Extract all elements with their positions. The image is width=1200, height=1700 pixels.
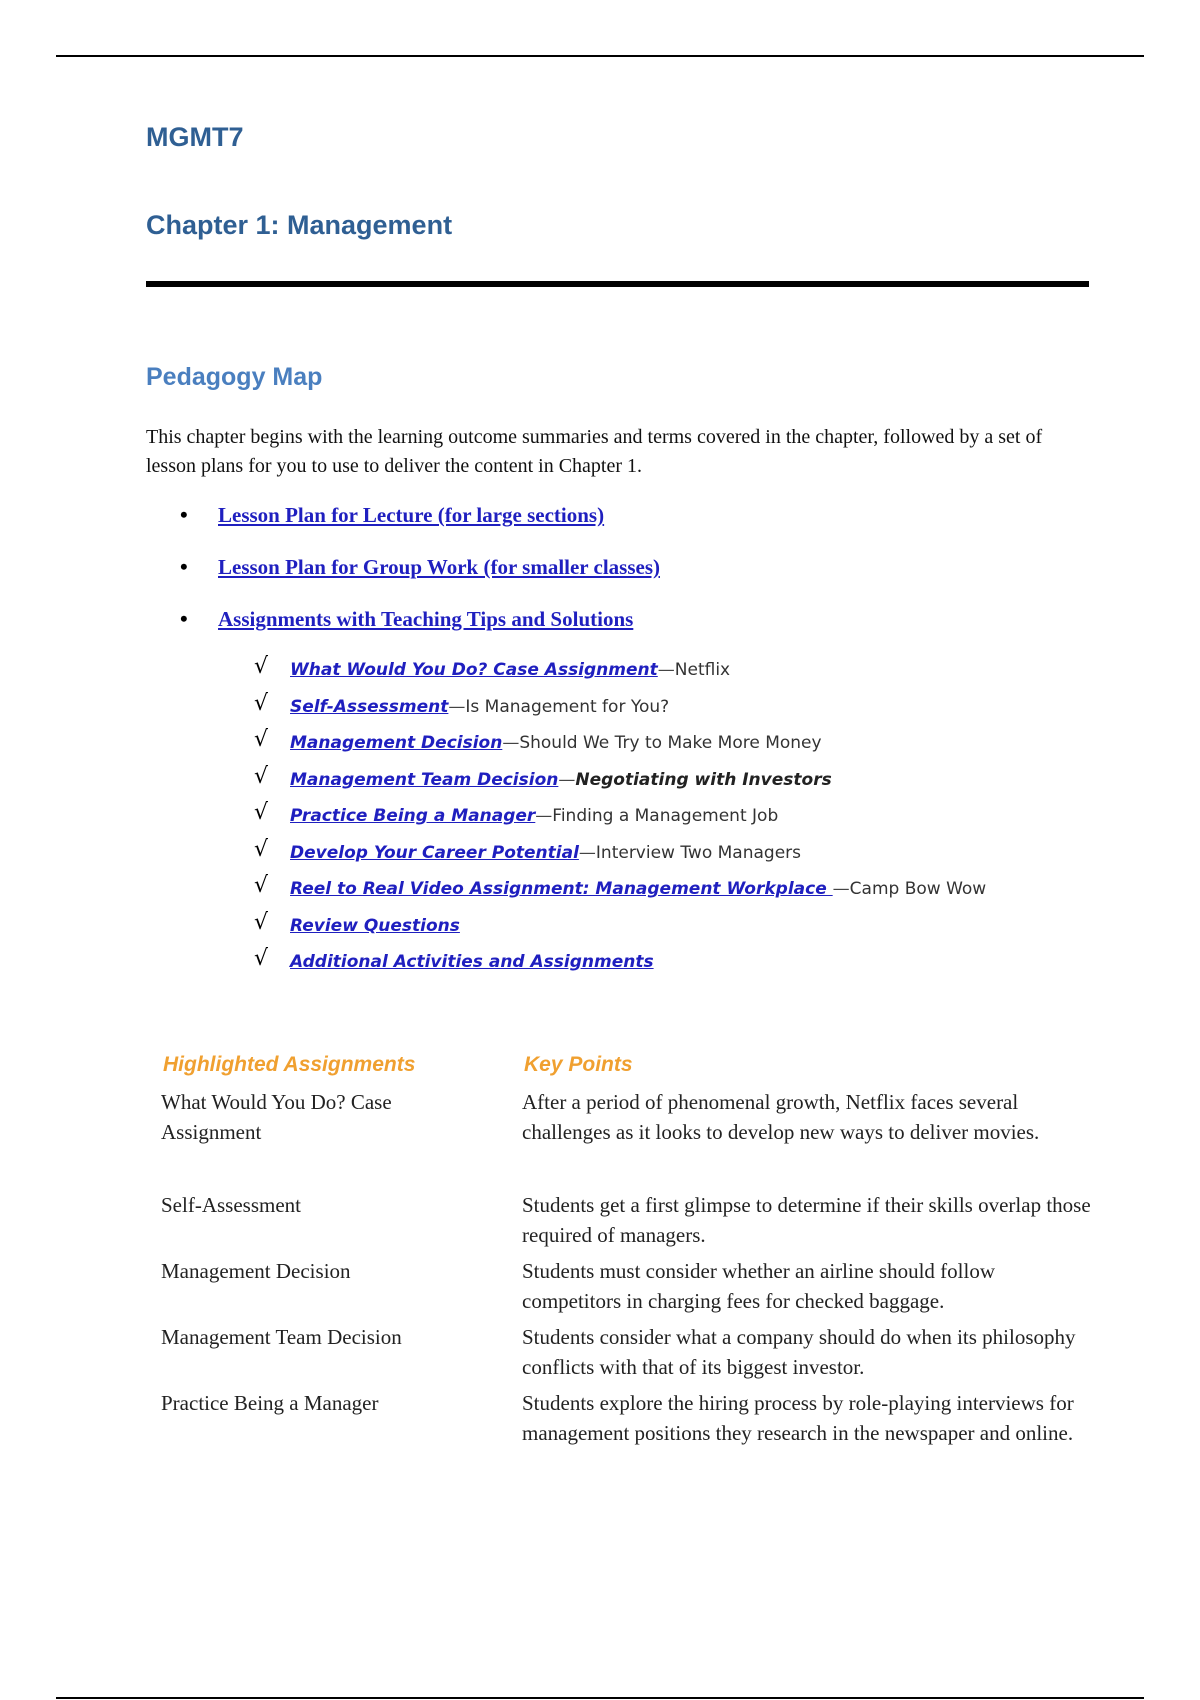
pedagogy-intro-paragraph: This chapter begins with the learning outcome summaries and terms covered in the chapter, followed by a set of lesson plans for you to use to deliver the content in Chapter 1. (146, 426, 1043, 477)
chapter-title: Chapter 1: Management (146, 210, 453, 240)
assignment-cell: Management Team Decision (161, 1325, 402, 1349)
dash-separator: — (578, 842, 596, 863)
checkmark-icon: √ (254, 800, 269, 825)
assignment-cell: What Would You Do? Case Assignment (161, 1090, 392, 1144)
assignments-link[interactable]: Assignments with Teaching Tips and Solutions (218, 607, 634, 631)
lecture-lesson-plan-link[interactable]: Lesson Plan for Lecture (for large sections) (218, 503, 605, 527)
key-points-header: Key Points (524, 1053, 633, 1076)
dash-separator: — (448, 696, 466, 717)
bullet-icon: • (180, 606, 188, 631)
checkmark-icon: √ (254, 836, 269, 862)
checkmark-icon: √ (254, 946, 269, 971)
dash-separator: — (657, 660, 675, 680)
checkmark-icon: √ (254, 690, 269, 716)
dash-separator: — (535, 806, 553, 826)
dash-separator: — (558, 769, 576, 790)
checkmark-icon: √ (254, 727, 269, 752)
group-work-lesson-plan-link[interactable]: Lesson Plan for Group Work (for smaller classes) (218, 555, 660, 579)
checkmark-icon: √ (254, 909, 269, 935)
link-suffix: Netflix (674, 660, 731, 680)
practice-being-manager-link[interactable]: Practice Being a Manager (290, 806, 536, 826)
video-assignment-link[interactable]: Reel to Real Video Assignment: Management Workplace (290, 879, 833, 899)
key-point-cell: After a period of phenomenal growth, Netflix faces several challenges as it looks to develop new ways to deliver movies. (522, 1090, 1040, 1144)
assignment-cell: Self-Assessment (161, 1193, 301, 1217)
link-suffix: Is Management for You? (465, 696, 670, 717)
assignment-cell: Management Decision (161, 1259, 351, 1283)
link-suffix: Camp Bow Wow (849, 879, 987, 899)
top-divider (56, 55, 1144, 57)
bottom-divider (56, 1697, 1144, 1699)
career-potential-link[interactable]: Develop Your Career Potential (290, 842, 579, 863)
link-suffix: Negotiating with Investors (575, 769, 832, 790)
management-team-decision-link[interactable]: Management Team Decision (290, 769, 559, 790)
bullet-icon: • (180, 554, 188, 579)
dash-separator: — (502, 733, 520, 753)
checkmark-icon: √ (254, 763, 269, 789)
title-divider (146, 281, 1089, 287)
management-decision-link[interactable]: Management Decision (290, 733, 503, 753)
dash-separator: — (832, 879, 850, 899)
case-assignment-link[interactable]: What Would You Do? Case Assignment (290, 660, 658, 680)
key-point-cell: Students explore the hiring process by role-playing interviews for management positions they research in the newspaper and online. (522, 1391, 1074, 1445)
checkmark-icon: √ (254, 654, 269, 679)
key-point-cell: Students get a first glimpse to determine if their skills overlap those required of managers. (522, 1193, 1091, 1247)
link-suffix: Should We Try to Make More Money (519, 733, 822, 753)
link-suffix: Interview Two Managers (595, 842, 802, 863)
course-code: MGMT7 (146, 122, 244, 152)
checkmark-icon: √ (254, 873, 269, 898)
additional-activities-link[interactable]: Additional Activities and Assignments (290, 952, 654, 972)
bullet-icon: • (180, 502, 188, 527)
key-point-cell: Students consider what a company should do when its philosophy conflicts with that of its biggest investor. (522, 1325, 1076, 1379)
self-assessment-link[interactable]: Self-Assessment (290, 696, 449, 717)
pedagogy-map-heading: Pedagogy Map (146, 363, 323, 391)
highlighted-assignments-header: Highlighted Assignments (163, 1053, 416, 1076)
review-questions-link[interactable]: Review Questions (290, 915, 460, 936)
assignment-cell: Practice Being a Manager (161, 1391, 379, 1415)
key-point-cell: Students must consider whether an airline should follow competitors in charging fees for checked baggage. (522, 1259, 996, 1313)
link-suffix: Finding a Management Job (552, 806, 779, 826)
